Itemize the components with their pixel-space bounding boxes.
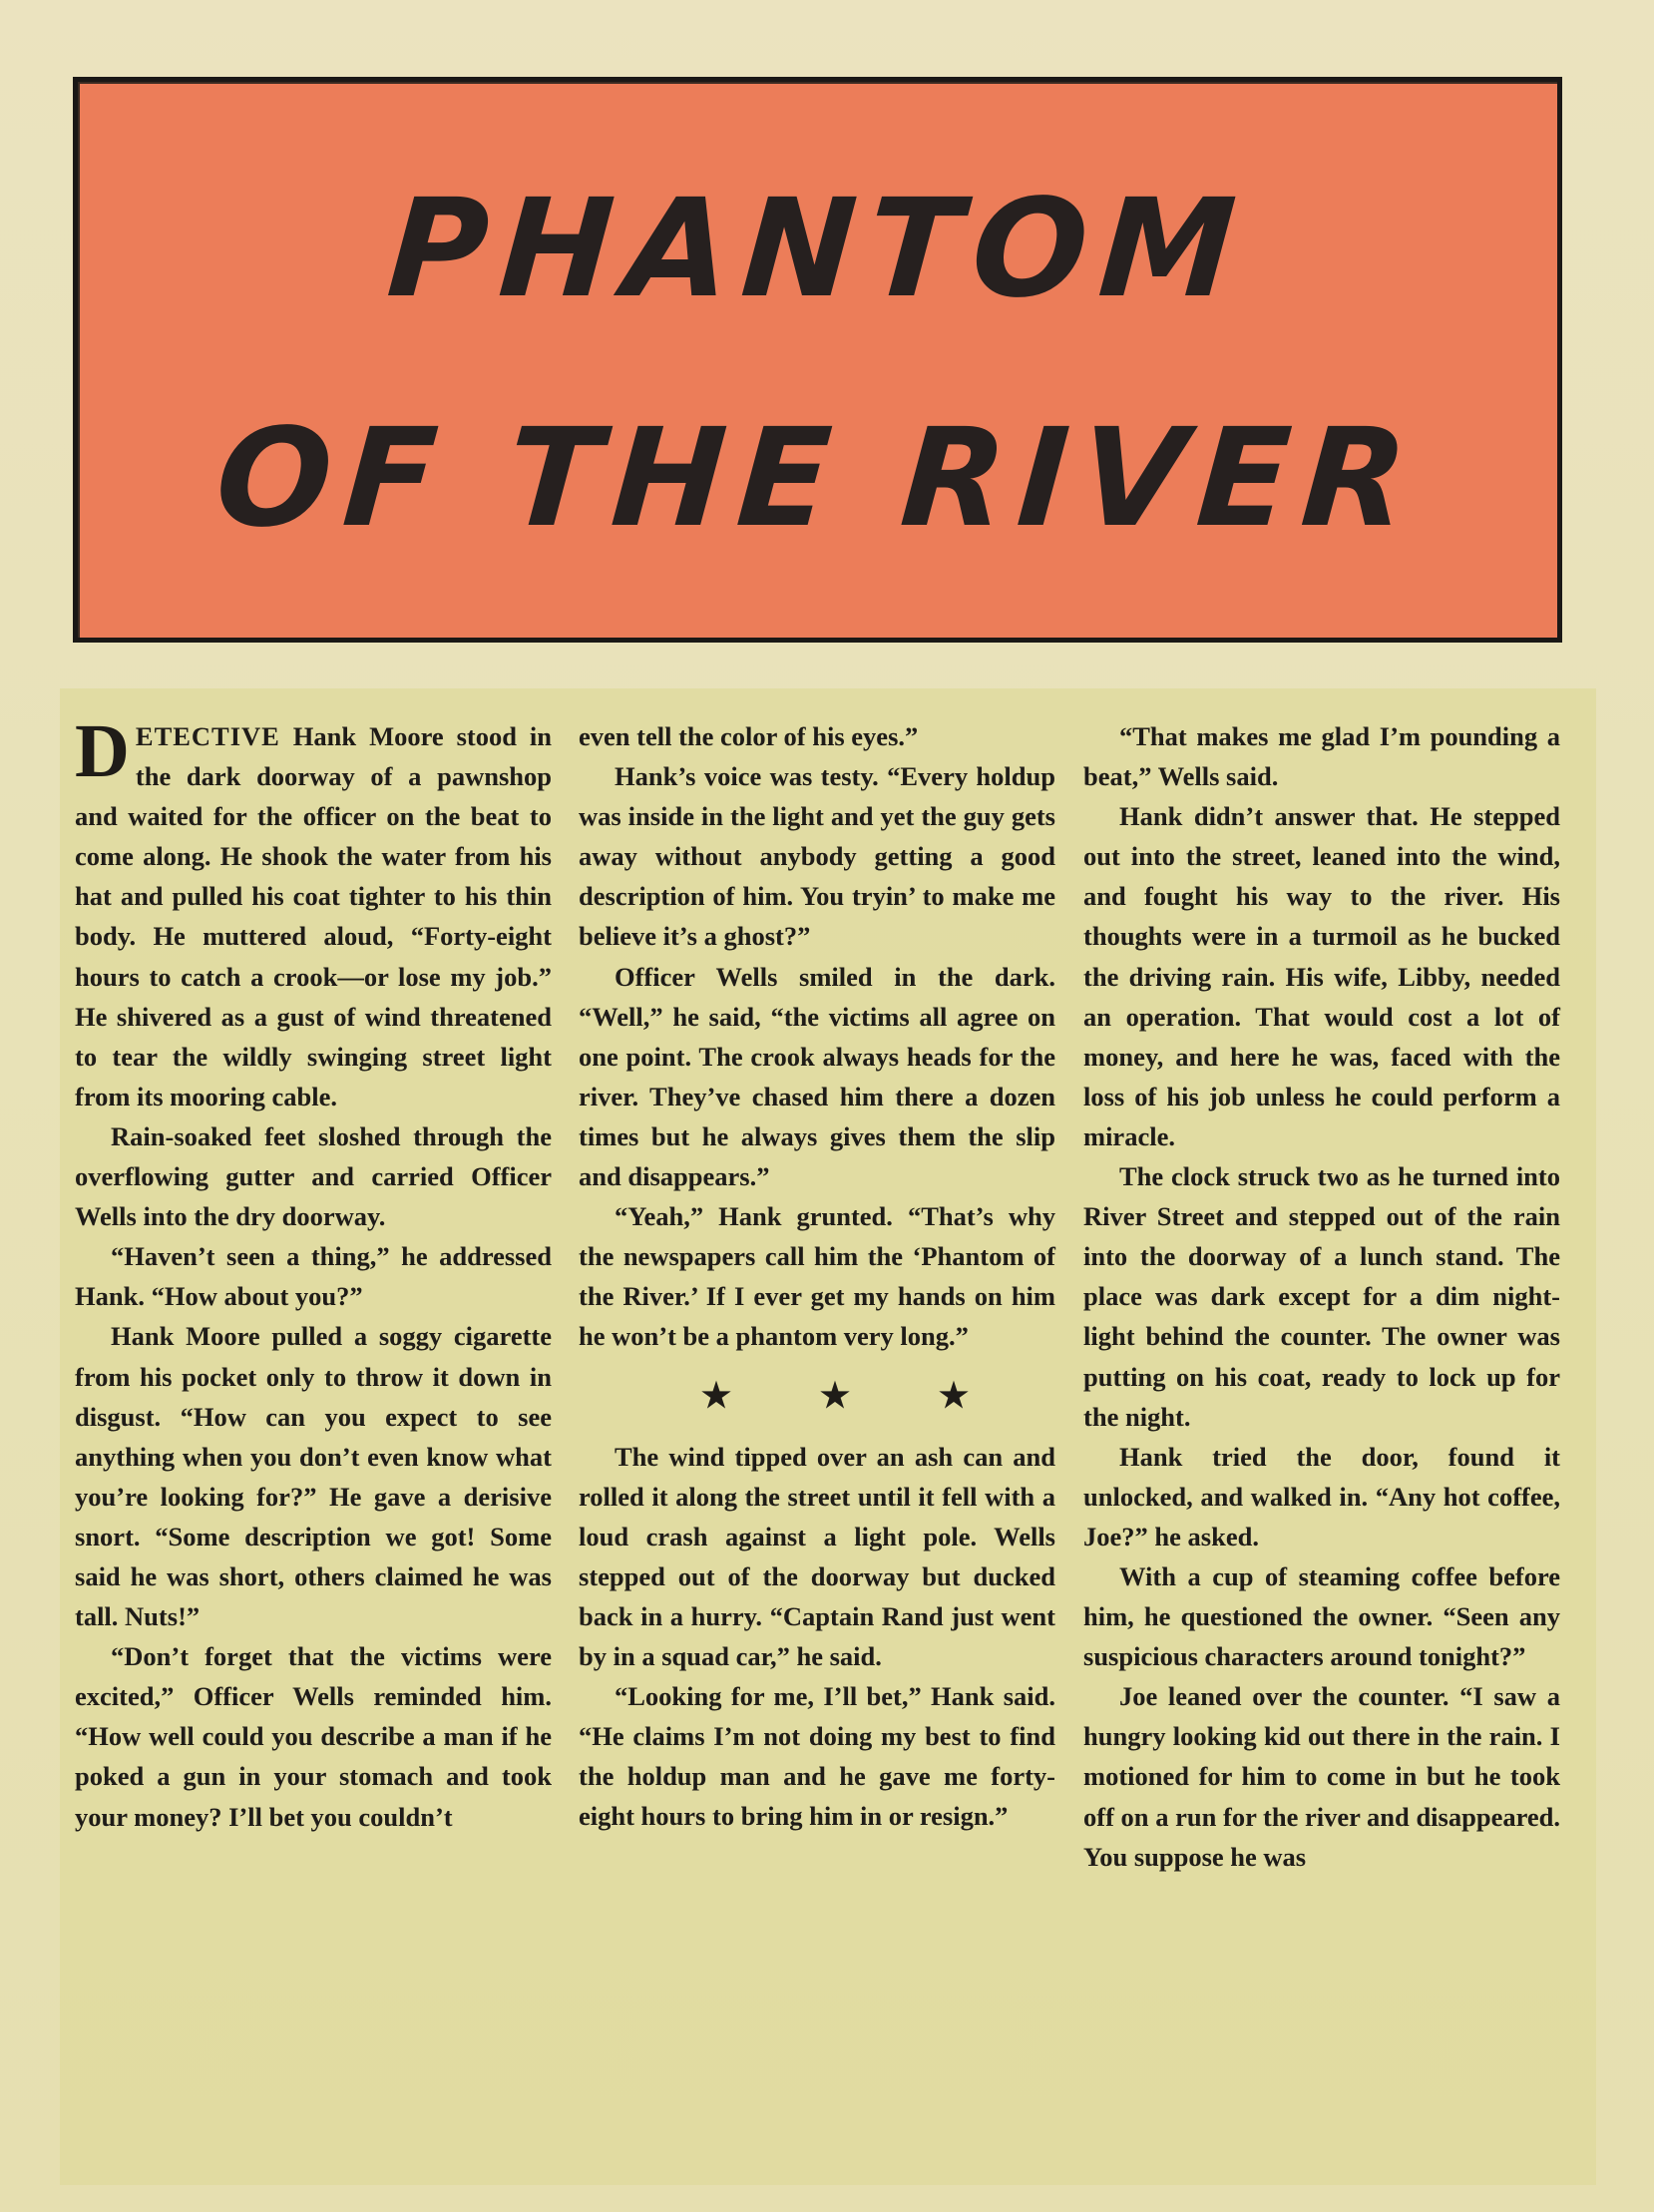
paragraph: “Haven’t seen a thing,” he addressed Hank. “How about you?”	[75, 1241, 552, 1312]
paragraph: Hank didn’t answer that. He stepped out into the street, leaned into the wind, and fought his way to the river. His thoughts were in a turmoil as he bucked the driving rain. His wife, Libby, needed an operation. That would cost a lot of money, and here he was, faced with the loss of his job unless he could perform a miracle.	[1083, 801, 1560, 1151]
title-line-1: PHANTOM	[382, 171, 1253, 328]
column-3	[1083, 716, 1560, 1877]
section-separator-stars: ★ ★ ★	[700, 1377, 1010, 1415]
paragraph-text: Hank Moore stood in the dark doorway of a pawnshop and waited for the officer on the beat to come along. He shook the water from his hat and pulled his coat tighter to his thin body. He muttered aloud, “Forty-eight hours to catch a crook—or lose my job.” He shivered as a gust of wind threatened to tear the wildly swinging street light from its mooring cable.	[75, 721, 552, 1111]
paragraph: Hank tried the door, found it unlocked, and walked in. “Any hot coffee, Joe?” he asked.	[1083, 1441, 1560, 1551]
paragraph: Officer Wells smiled in the dark. “Well,” he said, “the victims all agree on one point. The crook always heads for the river. They’ve chased him there a dozen times but he always gives them the slip and disappears.”	[579, 961, 1055, 1192]
column-1	[75, 709, 552, 1837]
paragraph: Joe leaned over the counter. “I saw a hungry looking kid out there in the rain. I motioned for him to come in but he took off on a run for the river and disappeared. You suppose he was	[1083, 1681, 1560, 1872]
paragraph: The wind tipped over an ash can and rolled it along the street until it fell with a loud crash against a light pole. Wells stepped out of the doorway but ducked back in a hurry. “Captain Rand just went by in a squad car,” he said.	[579, 1441, 1055, 1671]
column-2	[579, 716, 1055, 1836]
lead-caps: ETECTIVE	[135, 721, 280, 751]
paragraph	[75, 709, 552, 1116]
paragraph: Hank Moore pulled a soggy cigarette from his pocket only to throw it down in disgust. “How can you expect to see anything when you don’t even know what you’re looking for?” He gave a derisive snort. “Some description we got! Some said he was short, others claimed he was tall. Nuts!”	[75, 1321, 552, 1632]
paragraph: The clock struck two as he turned into River Street and stepped out of the rain into the doorway of a lunch stand. The place was dark except for a dim night-light behind the counter. The owner was putting on his coat, ready to lock up for the night.	[1083, 1161, 1560, 1432]
paragraph: “That makes me glad I’m pounding a beat,” Wells said.	[1083, 721, 1560, 792]
title-line-2: OF THE RIVER	[210, 400, 1425, 558]
paragraph: With a cup of steaming coffee before him, he questioned the owner. “Seen any suspicious characters around tonight?”	[1083, 1560, 1560, 1672]
paragraph: “Yeah,” Hank grunted. “That’s why the newspapers call him the ‘Phantom of the River.’ If I ever get my hands on him he won’t be a phantom very long.”	[579, 1201, 1055, 1352]
title-panel	[73, 77, 1562, 643]
drop-cap: D	[75, 709, 130, 793]
paragraph: “Don’t forget that the victims were excited,” Officer Wells reminded him. “How well could you describe a man if he poked a gun in your stomach and took your money? I’ll bet you couldn’t	[75, 1641, 552, 1832]
paragraph: Hank’s voice was testy. “Every holdup was inside in the light and yet the guy gets away without anybody getting a good description of him. You tryin’ to make me believe it’s a ghost?”	[579, 761, 1055, 952]
paragraph: “Looking for me, I’ll bet,” Hank said. “He claims I’m not doing my best to find the holdup man and he gave me forty-eight hours to bring him in or resign.”	[579, 1681, 1055, 1832]
paragraph: Rain-soaked feet sloshed through the overflowing gutter and carried Officer Wells into the dry doorway.	[75, 1120, 552, 1232]
paragraph: even tell the color of his eyes.”	[579, 721, 919, 751]
